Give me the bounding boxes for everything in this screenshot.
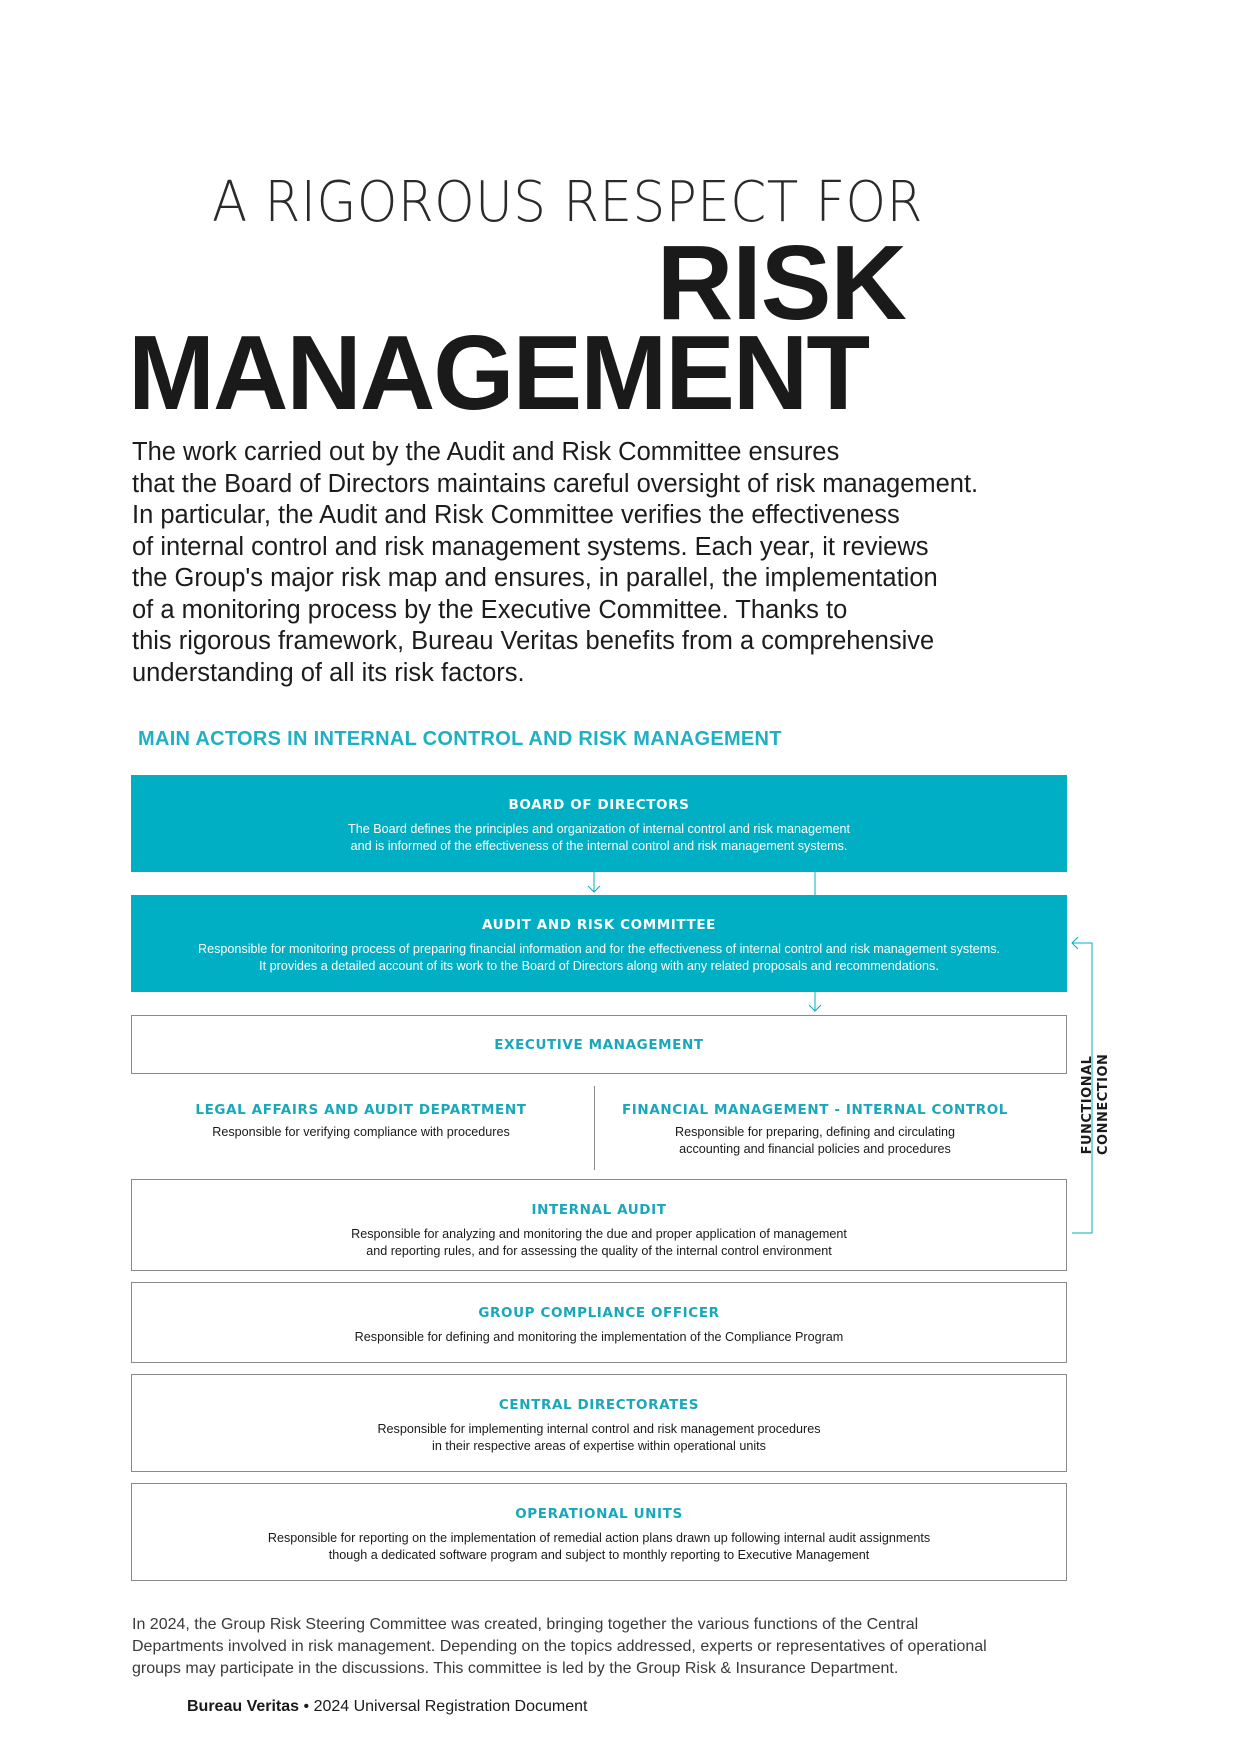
- footnote-line: Departments involved in risk management. Depending on the topics addressed, experts or representatives of operational: [132, 1638, 987, 1655]
- internal-audit-box: [131, 1179, 1067, 1271]
- central-heading: CENTRAL DIRECTORATES: [498, 1397, 700, 1413]
- functional-connection-label: [1080, 1055, 1120, 1155]
- intro-line: understanding of all its risk factors.: [132, 658, 525, 687]
- page-footer: [187, 1698, 587, 1716]
- financial-desc-line-1: Responsible for preparing, defining and circulating: [674, 1125, 956, 1139]
- financial-desc-line-2: accounting and financial policies and procedures: [679, 1142, 951, 1156]
- audit-committee-heading: AUDIT AND RISK COMMITTEE: [482, 917, 716, 933]
- central-desc-line-2: in their respective areas of expertise within operational units: [432, 1439, 766, 1453]
- central-desc-line-1: Responsible for implementing internal control and risk management procedures: [377, 1422, 821, 1436]
- board-desc-line-2: and is informed of the effectiveness of the internal control and risk management systems.: [350, 839, 848, 853]
- legal-desc-line-1: Responsible for verifying compliance with procedures: [212, 1125, 510, 1139]
- title-line-3: MANAGEMENT: [128, 314, 869, 432]
- executive-management-box: [131, 1015, 1067, 1074]
- central-directorates-box: [131, 1374, 1067, 1472]
- group-compliance-officer-box: [131, 1282, 1067, 1363]
- intro-line: In particular, the Audit and Risk Committee verifies the effectiveness: [132, 501, 900, 529]
- operational-desc-line-1: Responsible for reporting on the implementation of remedial action plans drawn up following internal audit assignments: [267, 1531, 931, 1545]
- executive-heading: EXECUTIVE MANAGEMENT: [494, 1037, 704, 1053]
- intro-line: of internal control and risk management systems. Each year, it reviews: [132, 532, 929, 561]
- title-line-2: RISK: [656, 224, 906, 342]
- intro-line: that the Board of Directors maintains careful oversight of risk management.: [132, 469, 979, 498]
- footnote-paragraph: [132, 1614, 1092, 1680]
- legal-affairs-column: [131, 1102, 591, 1141]
- legal-heading: LEGAL AFFAIRS AND AUDIT DEPARTMENT: [195, 1102, 527, 1118]
- internal-audit-desc-line-1: Responsible for analyzing and monitoring the due and proper application of management: [351, 1227, 847, 1241]
- operational-units-box: [131, 1483, 1067, 1581]
- footer-brand: Bureau Veritas: [187, 1698, 300, 1715]
- board-of-directors-box: [131, 775, 1067, 872]
- audit-risk-committee-box: [131, 895, 1067, 992]
- footnote-line: In 2024, the Group Risk Steering Committee was created, bringing together the various functions of the Central: [132, 1616, 919, 1633]
- intro-line: the Group's major risk map and ensures, in parallel, the implementation: [132, 564, 938, 592]
- connector-line: [807, 872, 823, 896]
- functional-connection-line-2: CONNECTION: [1096, 1053, 1111, 1155]
- intro-line: The work carried out by the Audit and Risk Committee ensures: [132, 438, 840, 466]
- footer-document: 2024 Universal Registration Document: [313, 1698, 588, 1715]
- compliance-heading: GROUP COMPLIANCE OFFICER: [478, 1305, 720, 1321]
- functional-connection-line-1: FUNCTIONAL: [1080, 1055, 1095, 1155]
- internal-audit-desc-line-2: and reporting rules, and for assessing the quality of the internal control environment: [366, 1244, 832, 1258]
- board-heading: BOARD OF DIRECTORS: [508, 797, 690, 813]
- intro-paragraph: [132, 437, 1092, 689]
- footer-separator: •: [299, 1698, 314, 1715]
- section-title: MAIN ACTORS IN INTERNAL CONTROL AND RISK MANAGEMENT: [138, 728, 782, 750]
- title-line-1: A RIGOROUS RESPECT FOR: [212, 170, 923, 235]
- arrow-down-icon: [586, 872, 602, 896]
- compliance-desc-line-1: Responsible for defining and monitoring the implementation of the Compliance Program: [354, 1330, 844, 1344]
- footnote-line: groups may participate in the discussions. This committee is led by the Group Risk & Insurance Department.: [132, 1660, 899, 1677]
- operational-desc-line-2: though a dedicated software program and subject to monthly reporting to Executive Management: [328, 1548, 870, 1562]
- intro-line: of a monitoring process by the Executive Committee. Thanks to: [132, 595, 848, 624]
- arrow-down-icon: [807, 992, 823, 1014]
- audit-committee-desc-line-1: Responsible for monitoring process of preparing financial information and for the effectiveness of internal control and risk management systems.: [198, 942, 1000, 956]
- audit-committee-desc-line-2: It provides a detailed account of its work to the Board of Directors along with any related proposals and recommendations.: [259, 959, 939, 973]
- column-divider: [594, 1086, 595, 1170]
- operational-heading: OPERATIONAL UNITS: [515, 1506, 683, 1522]
- intro-line: this rigorous framework, Bureau Veritas benefits from a comprehensive: [132, 627, 935, 655]
- financial-management-column: [600, 1102, 1030, 1158]
- internal-audit-heading: INTERNAL AUDIT: [531, 1202, 667, 1218]
- financial-heading: FINANCIAL MANAGEMENT - INTERNAL CONTROL: [621, 1102, 1009, 1118]
- board-desc-line-1: The Board defines the principles and organization of internal control and risk management: [348, 822, 850, 836]
